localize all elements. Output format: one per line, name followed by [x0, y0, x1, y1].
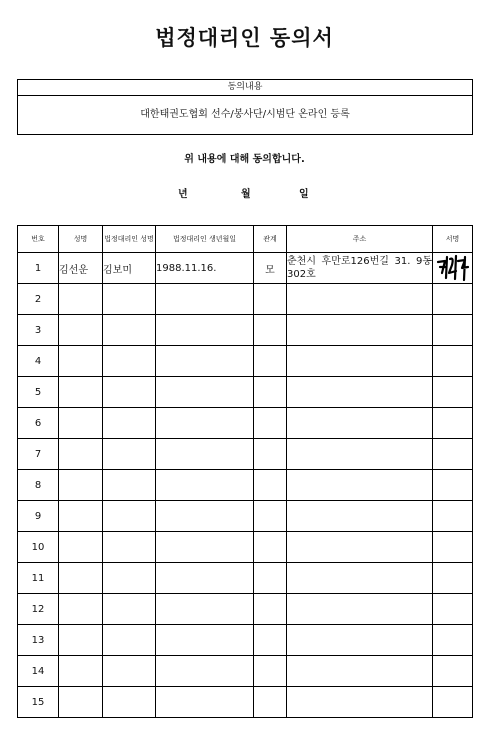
cell-guardian-dob: [156, 656, 254, 687]
cell-name: [59, 470, 103, 501]
cell-relation: [254, 408, 287, 439]
header-guardian-dob: 법정대리인 생년월일: [156, 226, 254, 253]
cell-signature: [433, 594, 473, 625]
cell-guardian-dob: [156, 470, 254, 501]
cell-address: [287, 563, 433, 594]
cell-address: [287, 315, 433, 346]
cell-address: 춘천시 후만로126번길 31. 9동302호: [287, 253, 433, 284]
cell-signature: [433, 470, 473, 501]
header-name: 성명: [59, 226, 103, 253]
table-row: [18, 532, 473, 563]
cell-guardian-dob: [156, 346, 254, 377]
header-guardian-name: 법정대리인 성명: [103, 226, 156, 253]
header-no: 번호: [18, 226, 59, 253]
row-number: 14: [18, 656, 59, 687]
cell-guardian-dob: 1988.11.16.: [156, 253, 254, 284]
cell-name: [59, 594, 103, 625]
cell-address: [287, 501, 433, 532]
cell-guardian-name: [103, 439, 156, 470]
cell-address: [287, 408, 433, 439]
cell-name: [59, 439, 103, 470]
date-month-label: 월: [241, 189, 251, 200]
row-number: 15: [18, 687, 59, 718]
cell-relation: [254, 439, 287, 470]
cell-guardian-name: [103, 377, 156, 408]
cell-guardian-name: [103, 470, 156, 501]
handwritten-signature: [435, 253, 471, 283]
cell-guardian-name: [103, 408, 156, 439]
cell-name: [59, 532, 103, 563]
guardian-table: [17, 225, 473, 718]
cell-guardian-dob: [156, 532, 254, 563]
row-number: 2: [18, 284, 59, 315]
consent-box: [17, 79, 473, 135]
cell-address: [287, 377, 433, 408]
cell-guardian-name: [103, 687, 156, 718]
cell-guardian-name: [103, 532, 156, 563]
row-number: 5: [18, 377, 59, 408]
row-number: 4: [18, 346, 59, 377]
agreement-statement: 위 내용에 대해 동의합니다.: [184, 154, 305, 165]
cell-guardian-dob: [156, 687, 254, 718]
cell-relation: [254, 532, 287, 563]
table-row: [18, 470, 473, 501]
cell-signature: [433, 315, 473, 346]
document-title: 법정대리인 동의서: [155, 25, 334, 50]
consent-header: 동의내용: [18, 80, 472, 96]
cell-name: [59, 377, 103, 408]
cell-guardian-name: [103, 563, 156, 594]
cell-address: [287, 284, 433, 315]
table-row: [18, 563, 473, 594]
table-row: [18, 408, 473, 439]
cell-address: [287, 470, 433, 501]
cell-name: [59, 501, 103, 532]
cell-guardian-dob: [156, 625, 254, 656]
consent-content: 대한태권도협회 선수/봉사단/시범단 온라인 등록: [140, 109, 350, 120]
table-row: [18, 687, 473, 718]
cell-signature: [433, 625, 473, 656]
cell-guardian-name: [103, 656, 156, 687]
cell-guardian-dob: [156, 315, 254, 346]
cell-relation: [254, 563, 287, 594]
cell-relation: 모: [254, 253, 287, 284]
date-day-label: 일: [299, 189, 309, 200]
cell-guardian-dob: [156, 284, 254, 315]
cell-relation: [254, 315, 287, 346]
cell-signature: [433, 284, 473, 315]
cell-guardian-dob: [156, 377, 254, 408]
cell-relation: [254, 656, 287, 687]
table-row: [18, 284, 473, 315]
cell-signature: [433, 346, 473, 377]
cell-signature: [433, 532, 473, 563]
cell-address: [287, 346, 433, 377]
cell-guardian-dob: [156, 563, 254, 594]
row-number: 11: [18, 563, 59, 594]
cell-guardian-name: [103, 346, 156, 377]
header-address: 주소: [287, 226, 433, 253]
row-number: 7: [18, 439, 59, 470]
cell-relation: [254, 377, 287, 408]
cell-name: [59, 656, 103, 687]
cell-guardian-name: [103, 625, 156, 656]
cell-name: [59, 687, 103, 718]
signature-image: [433, 253, 473, 284]
cell-signature: [433, 501, 473, 532]
cell-signature: [433, 439, 473, 470]
table-row: [18, 656, 473, 687]
row-number: 13: [18, 625, 59, 656]
row-number: 1: [18, 253, 59, 284]
cell-guardian-dob: [156, 501, 254, 532]
cell-signature: [433, 408, 473, 439]
cell-relation: [254, 284, 287, 315]
cell-relation: [254, 346, 287, 377]
cell-signature: [433, 377, 473, 408]
cell-signature: [433, 656, 473, 687]
header-signature: 서명: [433, 226, 473, 253]
table-row: [18, 625, 473, 656]
cell-relation: [254, 594, 287, 625]
row-number: 10: [18, 532, 59, 563]
table-row: [18, 315, 473, 346]
cell-signature: [433, 563, 473, 594]
cell-relation: [254, 625, 287, 656]
row-number: 9: [18, 501, 59, 532]
cell-name: [59, 315, 103, 346]
table-header-row: [18, 226, 473, 253]
cell-name: [59, 346, 103, 377]
cell-address: [287, 594, 433, 625]
row-number: 12: [18, 594, 59, 625]
header-relation: 관계: [254, 226, 287, 253]
cell-guardian-name: [103, 284, 156, 315]
cell-guardian-dob: [156, 408, 254, 439]
cell-address: [287, 656, 433, 687]
cell-relation: [254, 687, 287, 718]
cell-name: [59, 284, 103, 315]
cell-signature: [433, 687, 473, 718]
cell-address: [287, 625, 433, 656]
cell-name: [59, 563, 103, 594]
row-number: 3: [18, 315, 59, 346]
table-row: [18, 377, 473, 408]
cell-relation: [254, 501, 287, 532]
row-number: 8: [18, 470, 59, 501]
cell-guardian-name: [103, 315, 156, 346]
table-row: [18, 594, 473, 625]
cell-address: [287, 532, 433, 563]
cell-name: [59, 408, 103, 439]
cell-name: 김선운: [59, 253, 103, 284]
table-row: [18, 501, 473, 532]
cell-guardian-name: 김보미: [103, 253, 156, 284]
row-number: 6: [18, 408, 59, 439]
cell-relation: [254, 470, 287, 501]
cell-address: [287, 439, 433, 470]
date-year-label: 년: [178, 189, 188, 200]
table-row: [18, 439, 473, 470]
cell-guardian-name: [103, 594, 156, 625]
cell-guardian-name: [103, 501, 156, 532]
table-row: [18, 253, 473, 284]
table-row: [18, 346, 473, 377]
cell-address: [287, 687, 433, 718]
cell-guardian-dob: [156, 439, 254, 470]
cell-name: [59, 625, 103, 656]
cell-guardian-dob: [156, 594, 254, 625]
